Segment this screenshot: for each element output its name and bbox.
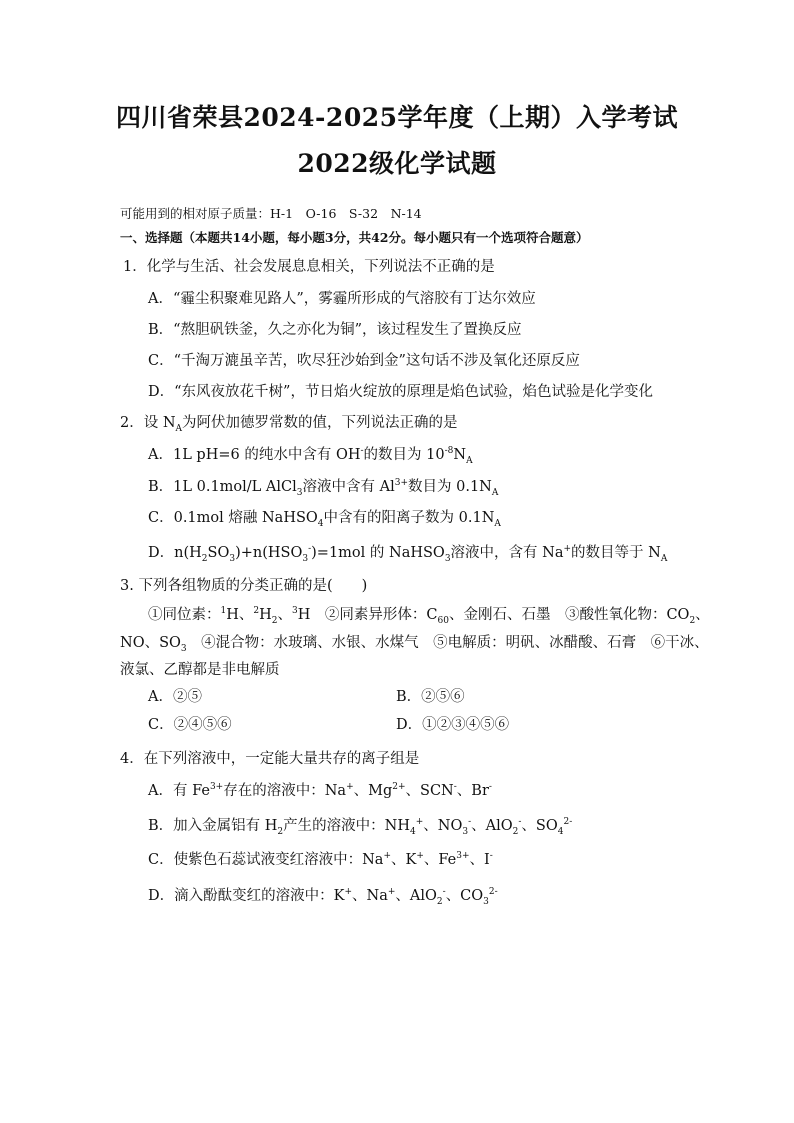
question-2-option-a: A．1L pH=6 的纯水中含有 OH-的数目为 $10^{-8}N_A$ <box>148 446 473 466</box>
question-2-stem: 2．设 $N_A$为阿伏加德罗常数的值，下列说法正确的是 <box>120 415 458 434</box>
question-1-option-a: A．“霾尘积聚难见路人”，雾霾所形成的气溶胶有丁达尔效应 <box>148 291 536 307</box>
question-2-option-c: C．0.1mol 熔融 NaHSO$_4$中含有的阳离子数为 $0.1N_A$ <box>148 510 501 529</box>
question-4-option-b: B．加入金属铝有 $H_2$产生的溶液中：$NH_4^+$、$NO_3^-$、AlO$_2$-、$SO_4^{2-}$ <box>148 817 573 837</box>
question-3-option-c: C．②④⑤⑥ <box>148 717 232 733</box>
question-3-option-b: B．②⑤⑥ <box>396 689 465 705</box>
question-2-option-b: B．1L 0.1mol/L AlCl$_3$溶液中含有 $Al^{3+}$数目为 $0.1N_A$ <box>148 478 499 498</box>
question-2-option-d: D．$n(H_2SO_3)+n(HSO_3^-)=1mol$ 的 NaHSO$_3$溶液中，含有 Na+的数目等于 $N_A$ <box>148 544 668 564</box>
question-1-stem: 1．化学与生活、社会发展息息相关，下列说法不正确的是 <box>123 259 495 275</box>
question-3-stem: 3. 下列各组物质的分类正确的是( ) <box>120 578 368 594</box>
question-1-option-c: C．“千淘万漉虽辛苦，吹尽狂沙始到金”这句话不涉及氧化还原反应 <box>148 353 580 369</box>
atomic-mass-note: 可能用到的相对原子质量：H-1 O-16 S-32 N-14 <box>120 206 422 221</box>
question-3-statement-line-2: NO、$SO_3$ ④混合物：水玻璃、水银、水煤气 ⑤电解质：明矾、冰醋酸、石膏 ⑥干冰、 <box>120 635 709 654</box>
question-3-option-d: D．①②③④⑤⑥ <box>396 717 510 733</box>
question-4-option-a: A．有 $Fe^{3+}$存在的溶液中：Na+、$Mg^{2+}$、SCN-、Br- <box>148 782 492 799</box>
section-heading: 一、选择题（本题共14小题，每小题3分，共42分。每小题只有一个选项符合题意） <box>120 230 589 245</box>
question-4-stem: 4．在下列溶液中，一定能大量共存的离子组是 <box>120 751 420 767</box>
question-3-statement-line-1: ①同位素：$^1$H、$^2H_2$、$^3$H ②同素异形体：$C_{60}$、金刚石、石墨 ③酸性氧化物：$CO_2$、 <box>148 606 710 626</box>
question-1-option-b: B．“熬胆矾铁釜，久之亦化为铜”，该过程发生了置换反应 <box>148 322 522 338</box>
question-4-option-c: C．使紫色石蕊试液变红溶液中：Na+、K+、$Fe^{3+}$、I- <box>148 851 493 868</box>
question-3-option-a: A．②⑤ <box>148 689 202 705</box>
question-3-statement-line-3: 液氯、乙醇都是非电解质 <box>120 662 280 678</box>
question-1-option-d: D．“东风夜放花千树”，节日焰火绽放的原理是焰色试验，焰色试验是化学变化 <box>148 384 653 400</box>
exam-title: 四川省荣县2024-2025学年度（上期）入学考试 <box>115 103 679 132</box>
exam-subtitle: 2022级化学试题 <box>297 149 497 178</box>
question-4-option-d: D．滴入酚酞变红的溶液中：K+、Na+、AlO$_2$-、$CO_3^{2-}$ <box>148 887 498 907</box>
